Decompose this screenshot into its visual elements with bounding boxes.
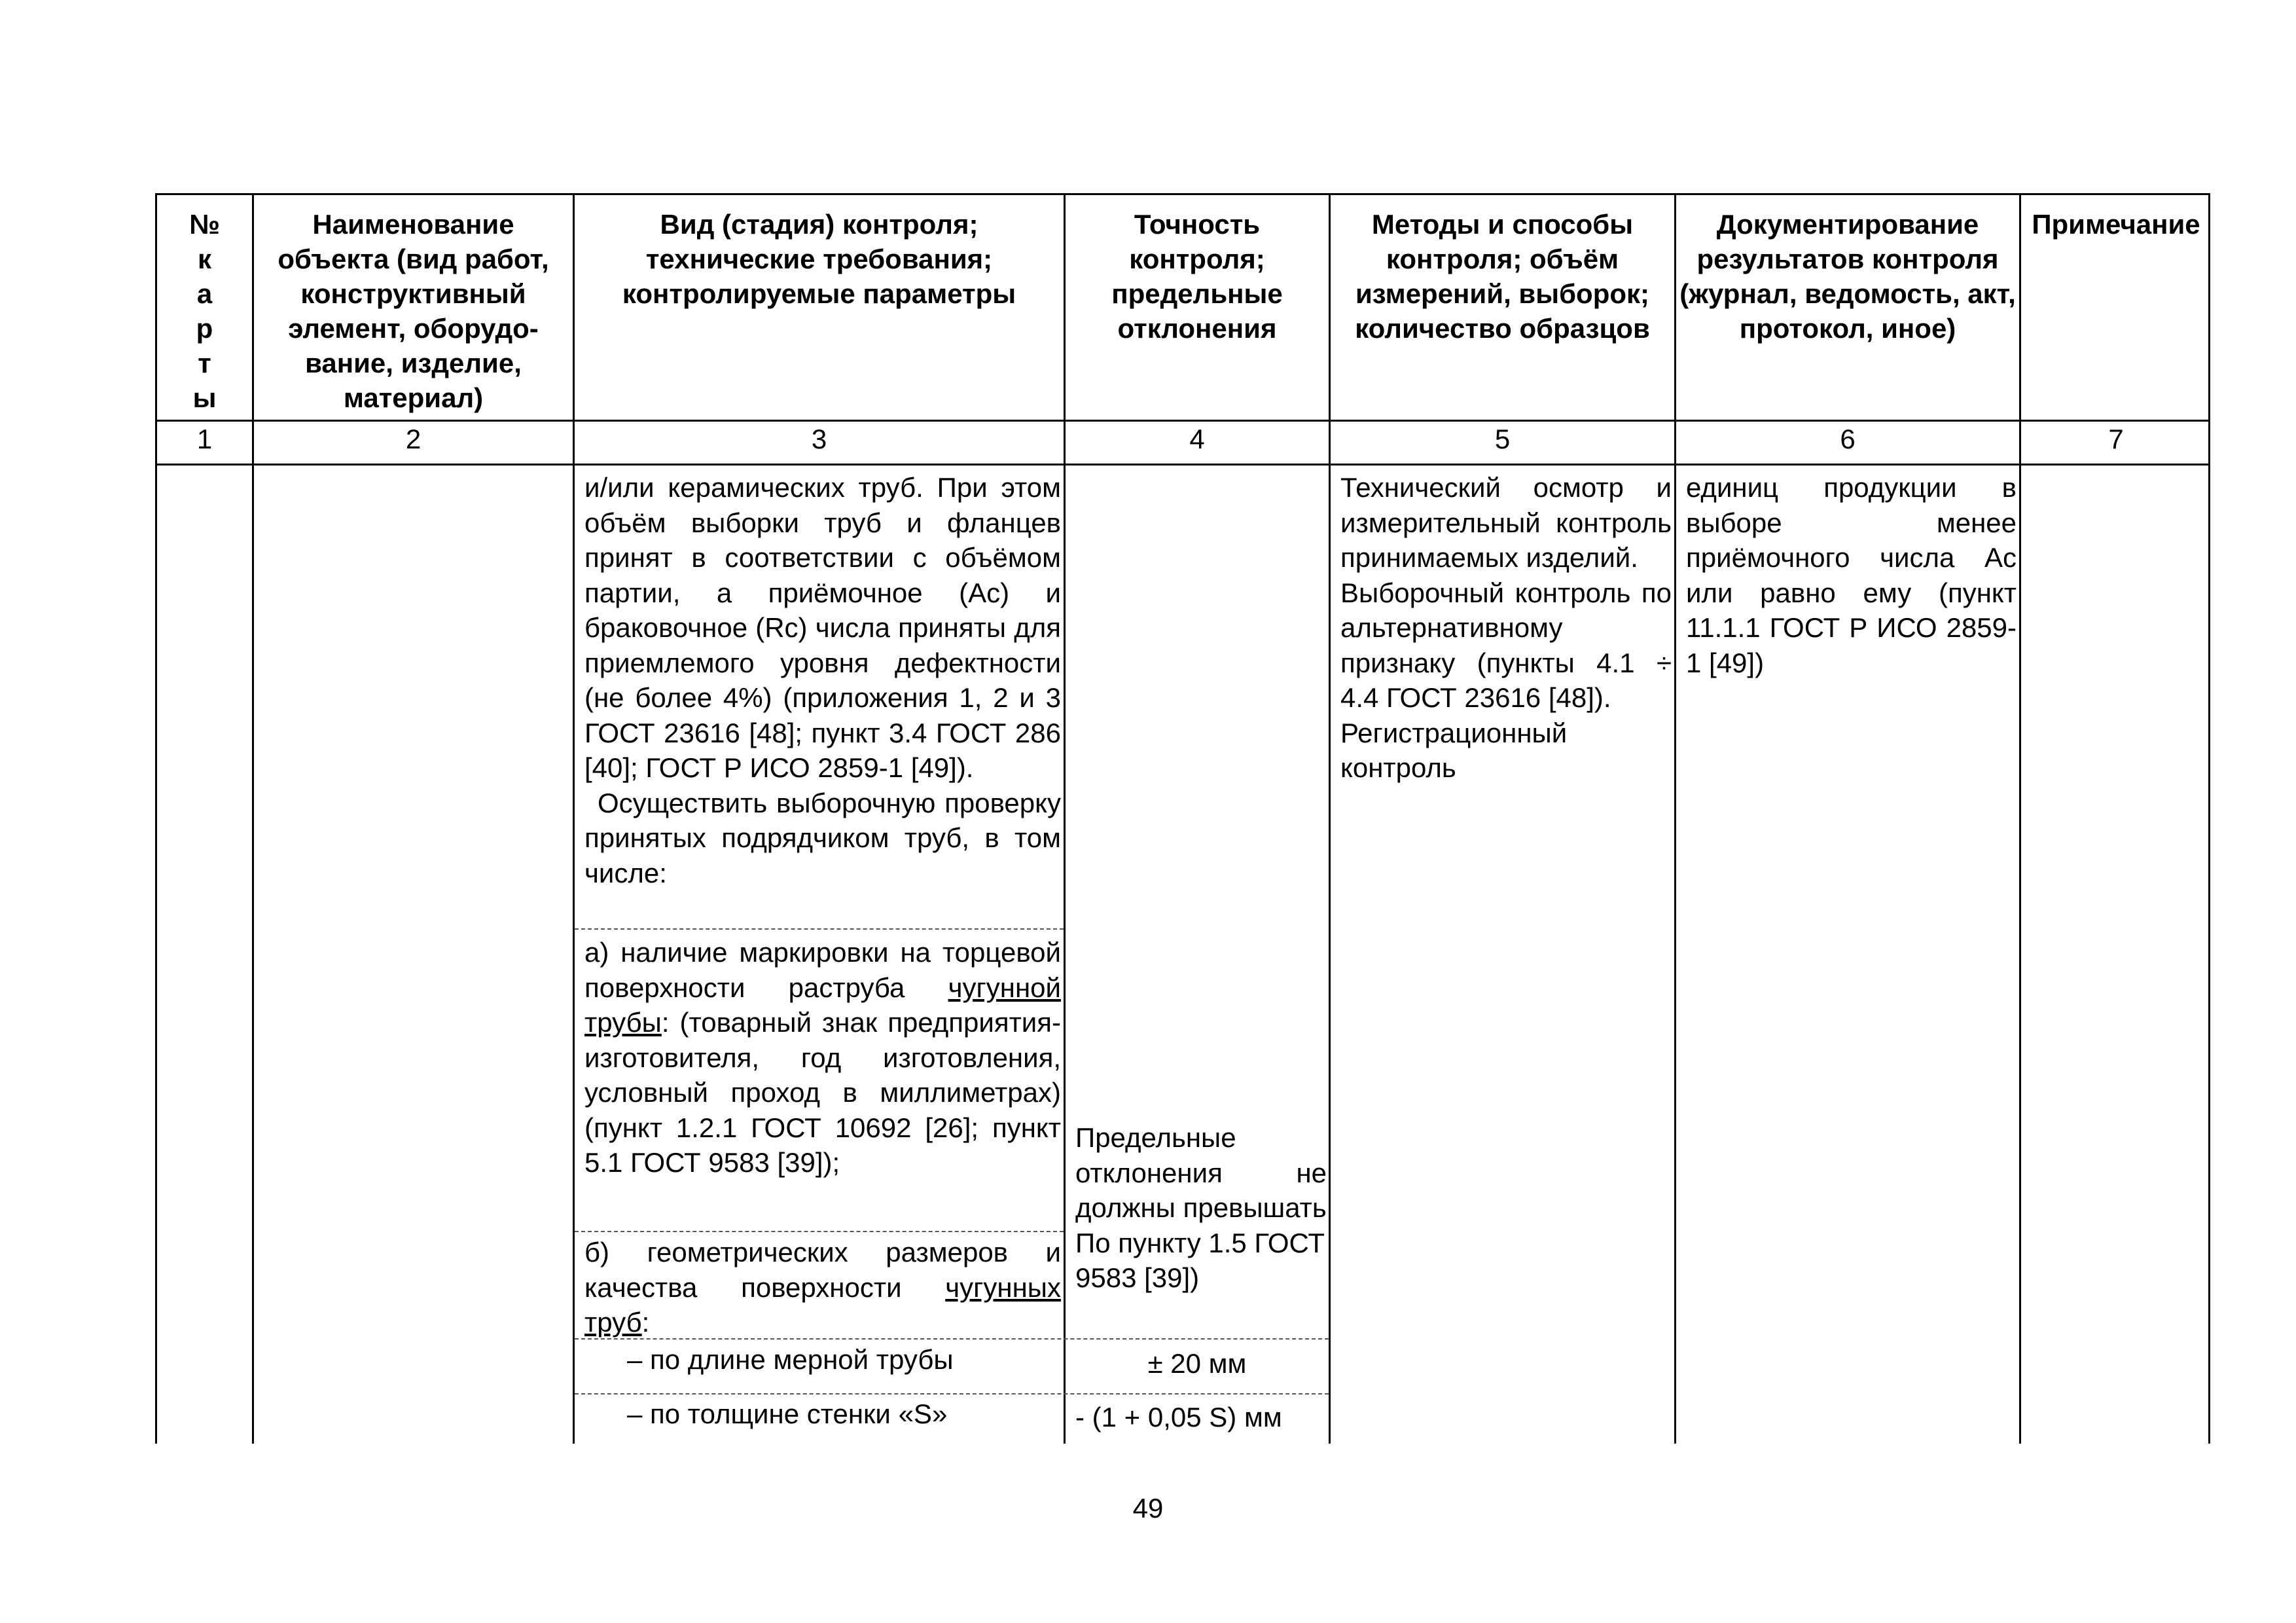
header-accuracy: Точность контроля; предельные отклонения [1111, 209, 1283, 344]
documentation-text [1686, 470, 2017, 680]
col-divider [1064, 195, 1066, 1444]
method-inspection: Технический осмотр и измерительный контроль принимаемых изделий. [1340, 472, 1672, 573]
col-number: 6 [1840, 424, 1856, 454]
row-separator [575, 1393, 1329, 1395]
selective-check-paragraph: Осуществить выборочную проверку принятых подрядчиком труб, в том числе: [584, 787, 1061, 888]
col-number: 4 [1189, 424, 1205, 454]
control-requirements-text [584, 470, 1061, 890]
row-separator [575, 1338, 1329, 1340]
header-methods: Методы и способы контроля; объём измерений, выборок; количество образцов [1355, 209, 1650, 344]
tolerance-text [1075, 1120, 1327, 1296]
tolerance-length: ± 20 мм [1147, 1348, 1247, 1379]
col-number: 3 [811, 424, 827, 454]
page-number: 49 [1132, 1493, 1164, 1523]
numbers-divider [157, 464, 2208, 465]
col-divider [1674, 195, 1676, 1444]
col-number: 1 [196, 424, 213, 454]
col-number: 7 [2108, 424, 2124, 454]
col-divider [1329, 195, 1331, 1444]
header-control-type: Вид (стадия) контроля; технические требования; контролируемые параметры [622, 209, 1016, 309]
header-card-number: № к а р т ы [189, 209, 220, 413]
header-divider [157, 420, 2208, 422]
header-object-name: Наименование объекта (вид работ, конструктивный элемент, оборудо-вание, изделие, материал) [278, 209, 549, 413]
dash-item-length: – по длине мерной трубы [627, 1344, 954, 1375]
tolerance-reference: По пункту 1.5 ГОСТ 9583 [39]) [1075, 1227, 1325, 1293]
tolerance-wall: - (1 + 0,05 S) мм [1075, 1402, 1282, 1432]
method-registration: Регистрационный контроль [1340, 717, 1568, 783]
item-b: б) геометрических размеров и качества поверхности чугунных труб: [584, 1237, 1061, 1338]
row-separator [575, 1231, 1064, 1232]
control-table [155, 193, 2210, 1444]
sampling-paragraph: и/или керамических труб. При этом объём выборки труб и фланцев принят в соответствии с объёмом партии, а приёмочное (Ас) и браковочное (Rc) числа приняты для приемлемого уровня дефектности (не более 4%) (приложения 1, 2 и 3 ГОСТ 23616 [48]; пункт 3.4 ГОСТ 286 [40]; ГОСТ Р ИСО 2859-1 [49]). [584, 472, 1061, 783]
col-number: 5 [1494, 424, 1511, 454]
tolerance-limits: Предельные отклонения не должны превышать [1075, 1122, 1327, 1223]
row-separator [575, 928, 1064, 930]
methods-text [1340, 470, 1672, 786]
method-sampling: Выборочный контроль по альтернативному признаку (пункты 4.1 ÷ 4.4 ГОСТ 23616 [48]). [1340, 577, 1672, 713]
col-divider [573, 195, 575, 1444]
header-notes: Примечание [2032, 209, 2200, 240]
documentation-paragraph: единиц продукции в выборе менее приёмочного числа Ас или равно ему (пункт 11.1.1 ГОСТ Р ИСО 2859-1 [49]) [1686, 472, 2017, 678]
header-documentation: Документирование результатов контроля (журнал, ведомость, акт, протокол, иное) [1679, 209, 2016, 344]
col-number: 2 [405, 424, 422, 454]
col-divider [2019, 195, 2021, 1444]
item-a: а) наличие маркировки на торцевой поверхности раструба чугунной трубы: (товарный знак предприятия-изготовителя, год изготовления, условный проход в миллиметрах) (пункт 1.2.1 ГОСТ 10692 [26]; пункт 5.1 ГОСТ 9583 [39]); [584, 937, 1061, 1178]
dash-item-wall-thickness: – по толщине стенки «S» [627, 1398, 948, 1429]
